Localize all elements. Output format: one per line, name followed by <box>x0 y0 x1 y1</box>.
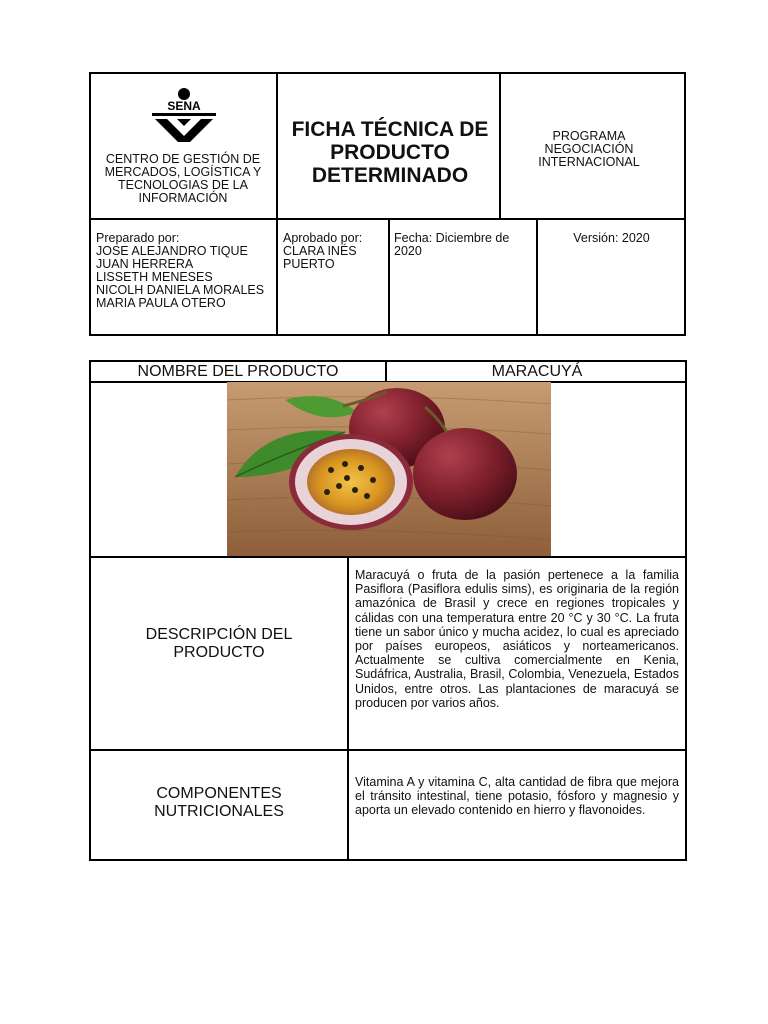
divider <box>91 218 686 220</box>
divider <box>91 749 687 751</box>
header-table <box>89 72 686 336</box>
divider <box>276 74 278 336</box>
document-date: Fecha: Diciembre de 2020 <box>394 231 510 258</box>
product-name-value: MARACUYÁ <box>491 363 583 380</box>
logo-text: SENA <box>167 99 201 113</box>
document-version: Versión: 2020 <box>573 231 650 245</box>
divider <box>536 218 538 336</box>
program-name: PROGRAMA NEGOCIACIÓN INTERNACIONAL <box>538 129 640 169</box>
prepared-name: JOSE ALEJANDRO TIQUE <box>96 244 248 258</box>
divider <box>388 218 390 336</box>
divider <box>91 556 687 558</box>
product-table <box>89 360 687 861</box>
sena-logo <box>149 86 219 144</box>
prepared-name: MARIA PAULA OTERO <box>96 296 226 310</box>
prepared-by <box>96 232 274 310</box>
description-text: Maracuyá o fruta de la pasión pertenece a la familia Pasiflora (Pasiflora edulis sims), es originaria de la región amazónica de Brasil y crece en regiones tropicales y cálidas con una temperatura entre 20 °C y 30 °C. La fruta tiene un sabor único y mucha acidez, lo cual es apreciado por países europeos, asiáticos y norteamericanos. Actualmente se cultiva comercialmente en Kenia, Sudáfrica, Australia, Brasil, Colombia, Venezuela, Estados Unidos, entre otros. Las plantaciones de maracuyá se producen por varios años. <box>355 568 679 710</box>
approved-name: CLARA INÉS PUERTO <box>283 244 357 271</box>
product-photo <box>227 382 551 556</box>
description-label: DESCRIPCIÓN DEL PRODUCTO <box>145 626 293 661</box>
prepared-name: NICOLH DANIELA MORALES <box>96 283 265 297</box>
document-title: FICHA TÉCNICA DE PRODUCTO DETERMINADO <box>291 118 489 187</box>
nutrition-label: COMPONENTES NUTRICIONALES <box>154 785 284 820</box>
approved-by <box>283 232 383 271</box>
prepared-label: Preparado por: <box>96 231 180 245</box>
nutrition-text: Vitamina A y vitamina C, alta cantidad de fibra que mejora el tránsito intestinal, tiene potasio, fósforo y magnesio y aporta un elevado contenido en hierro y flavonoides. <box>355 775 679 818</box>
approved-label: Aprobado por: <box>283 231 363 245</box>
product-name-label: NOMBRE DEL PRODUCTO <box>137 363 339 380</box>
prepared-name: JUAN HERRERA <box>96 257 194 271</box>
center-name: CENTRO DE GESTIÓN DE MERCADOS, LOGÍSTICA Y TECNOLOGIAS DE LA INFORMACIÓN <box>104 152 262 205</box>
prepared-name: LISSETH MENESES <box>96 270 213 284</box>
divider <box>347 556 349 861</box>
